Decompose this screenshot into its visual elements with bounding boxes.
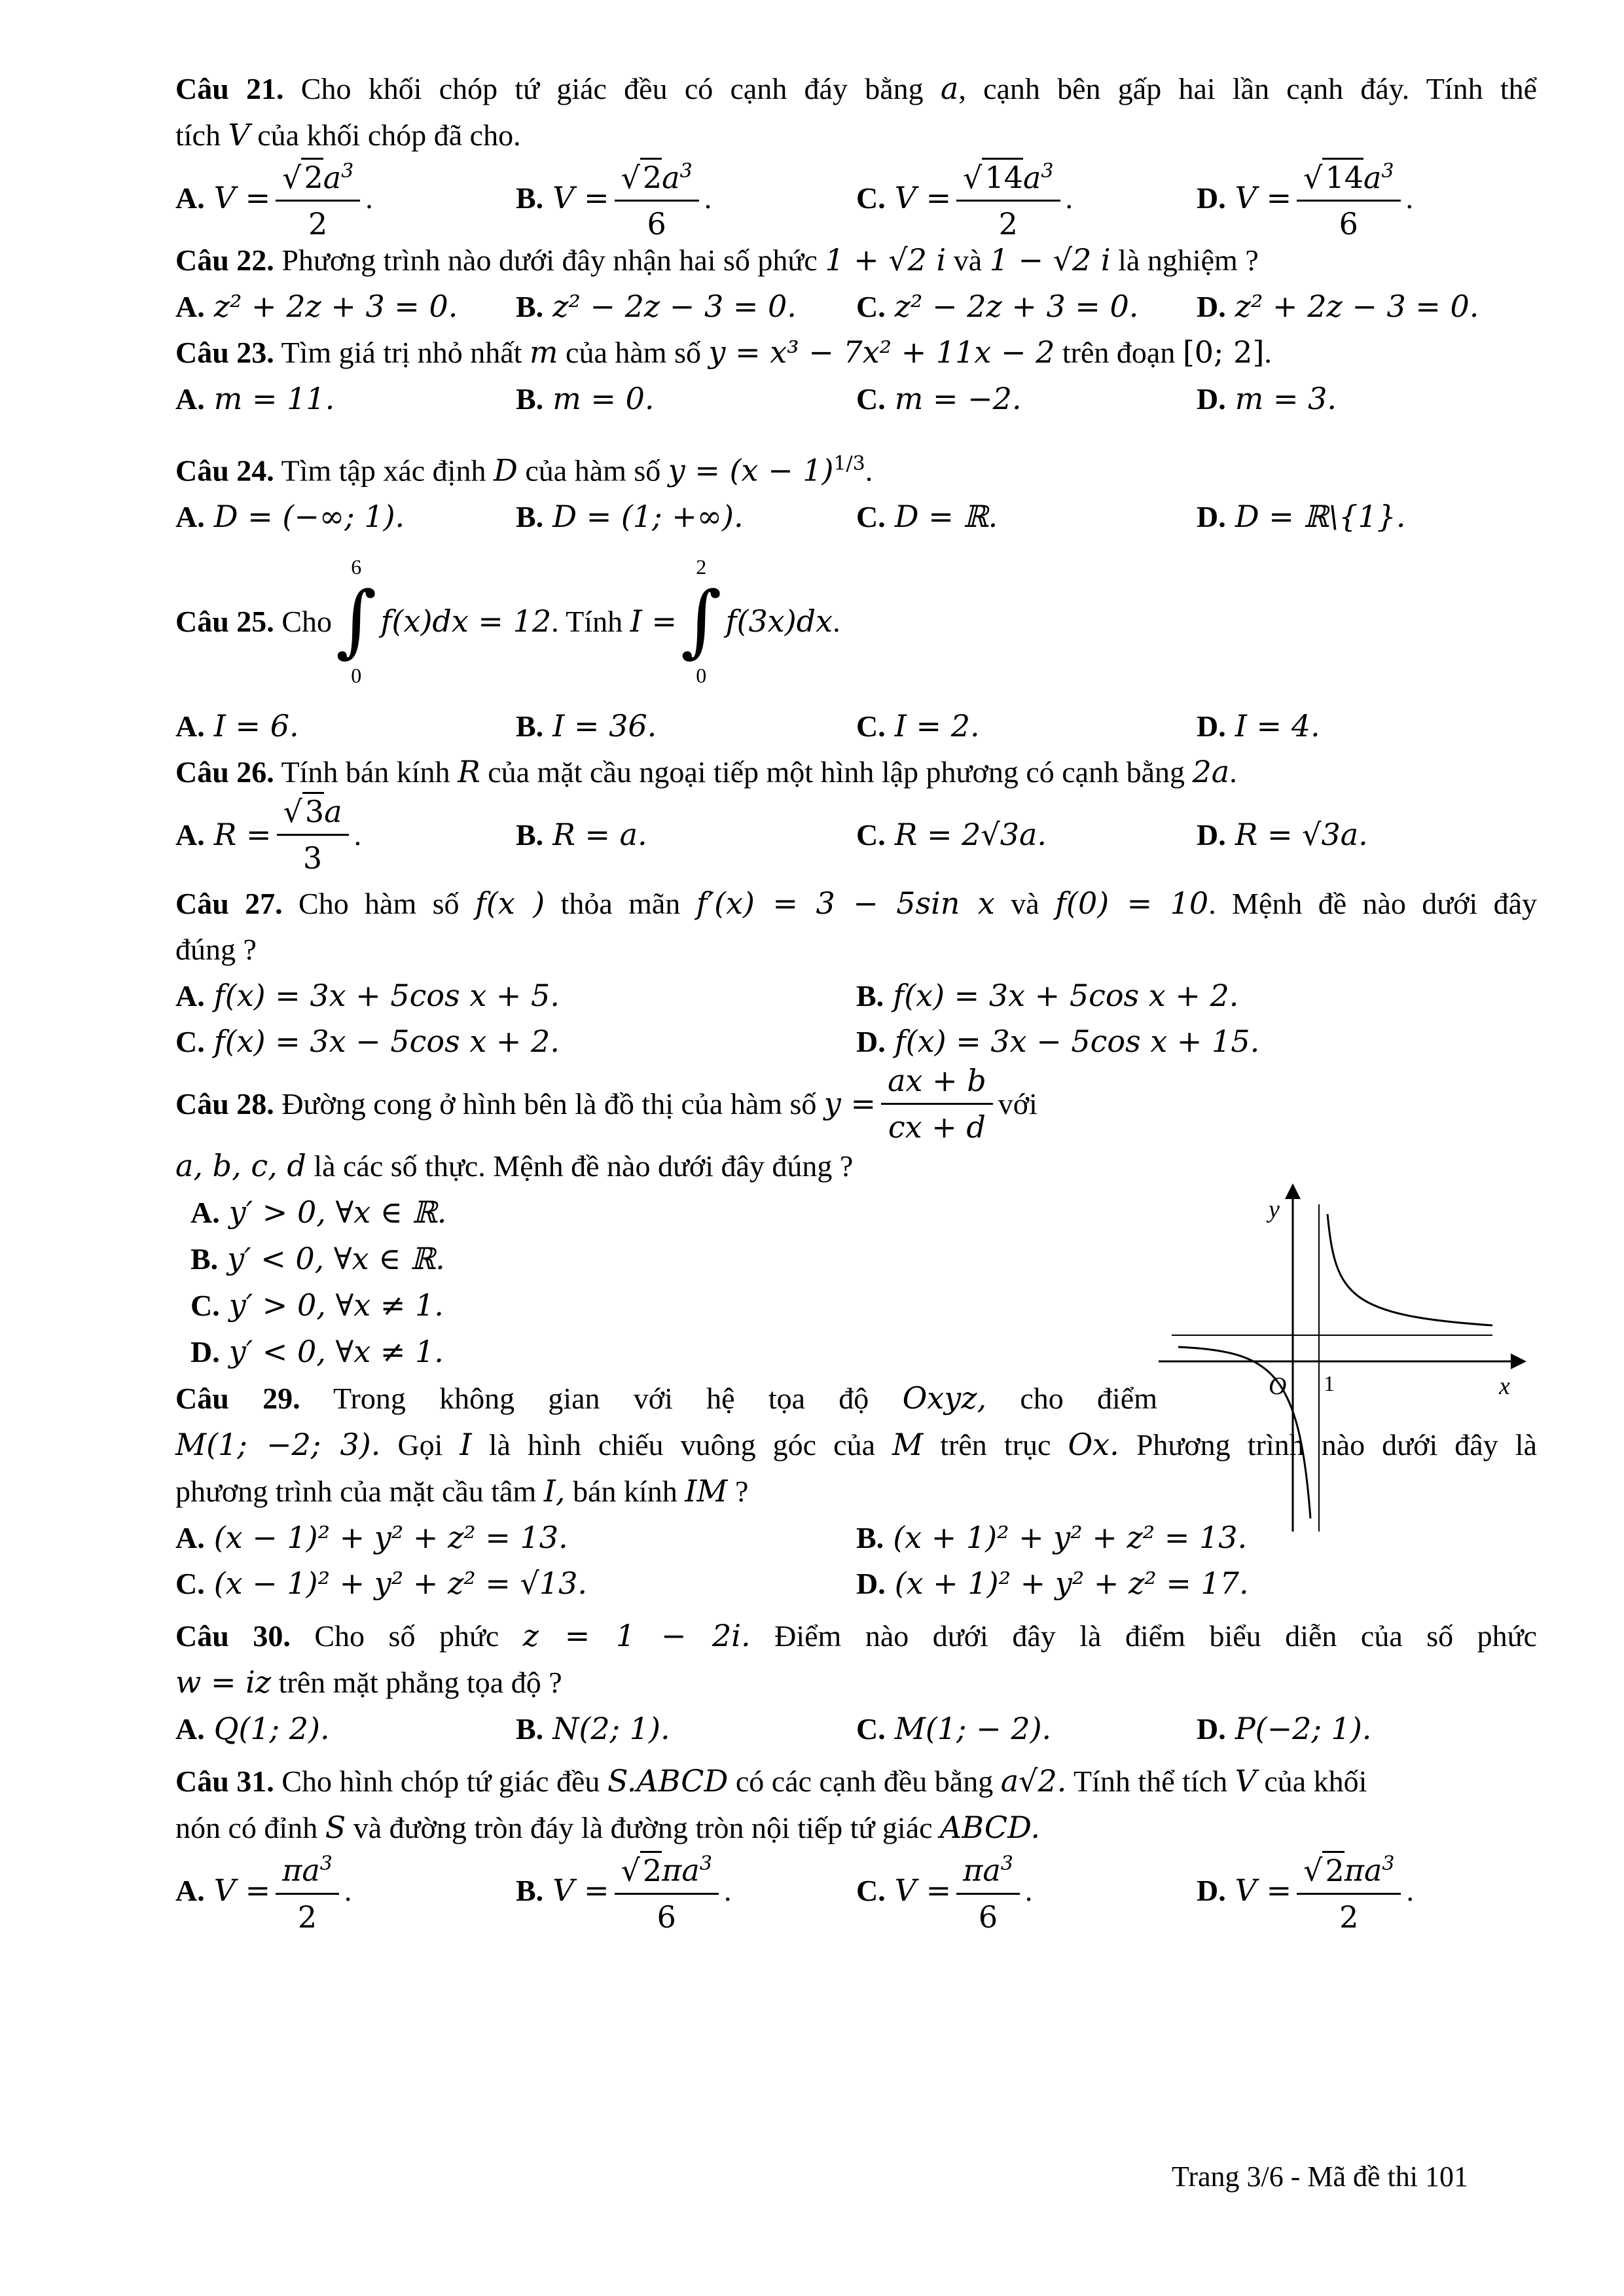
- question-label: Câu 30.: [175, 1619, 291, 1653]
- option-expr: y′ < 0, ∀x ∈ ℝ.: [227, 1241, 445, 1277]
- option-d[interactable]: [856, 1566, 1537, 1601]
- option-c[interactable]: [856, 499, 1197, 534]
- numerator: a: [662, 160, 680, 196]
- integral-lower: 0: [696, 664, 707, 688]
- fraction: $\frac{√14a^3}{6}$: [1297, 152, 1400, 243]
- option-a[interactable]: [175, 1711, 516, 1746]
- fraction: $\frac{√2\pi a^3}{2}$: [1297, 1844, 1401, 1936]
- option-label: B.: [856, 1520, 884, 1554]
- question-22-options: [175, 283, 1537, 329]
- denominator: cx + d: [888, 1109, 986, 1145]
- option-c[interactable]: [175, 1566, 856, 1601]
- radicand: 2: [640, 1851, 662, 1888]
- option-c[interactable]: [856, 1711, 1197, 1746]
- option-b[interactable]: [516, 499, 856, 534]
- question-text: và: [953, 243, 983, 277]
- option-expr: y′ < 0, ∀x ≠ 1.: [228, 1334, 444, 1370]
- question-label: Câu 22.: [175, 243, 274, 277]
- math-expr: y = (x − 1): [668, 452, 834, 488]
- option-expr: D = ℝ.: [894, 499, 998, 535]
- option-label: D.: [1197, 499, 1226, 533]
- option-d[interactable]: [1197, 817, 1537, 852]
- option-label: D.: [856, 1566, 886, 1600]
- option-expr: (x + 1)² + y² + z² = 13.: [893, 1520, 1248, 1556]
- math-expr: f(0) = 10: [1055, 886, 1209, 922]
- radicand: 2: [640, 158, 662, 195]
- exponent: 1/3: [833, 452, 865, 475]
- option-expr: Q(1; 2).: [213, 1711, 330, 1747]
- math-var: m: [529, 334, 558, 370]
- option-label: A.: [175, 181, 205, 215]
- question-text: Trong không gian với hệ tọa độ: [333, 1382, 869, 1416]
- option-expr: D = (1; +∞).: [552, 499, 744, 535]
- question-text: là hình chiếu vuông góc của: [488, 1428, 875, 1462]
- option-expr: V =: [1235, 180, 1292, 215]
- math-expr: w = iz: [175, 1664, 272, 1700]
- integral-lower: 0: [351, 664, 362, 688]
- question-text: Cho: [281, 604, 332, 638]
- option-expr: z² − 2z + 3 = 0.: [894, 289, 1139, 324]
- option-c[interactable]: C. V = $\frac{√14a^3}{2}$ .: [856, 152, 1197, 243]
- question-text: trên mặt phẳng tọa độ ?: [278, 1666, 562, 1700]
- option-c[interactable]: [175, 1024, 856, 1059]
- question-label: Câu 21.: [175, 72, 284, 105]
- option-label: B.: [516, 181, 544, 215]
- math-expr: a√2.: [1000, 1763, 1067, 1799]
- option-d[interactable]: [1197, 708, 1537, 744]
- fraction: $\frac{√3a}{3}$: [277, 792, 349, 878]
- math-var: R: [458, 754, 480, 790]
- question-26-options: [175, 795, 1537, 874]
- question-text: . Tính: [551, 604, 623, 638]
- option-expr: I = 36.: [552, 708, 657, 744]
- option-b[interactable]: [516, 817, 856, 852]
- math-expr: f(x)dx = 12: [380, 603, 552, 639]
- page-footer: Trang 3/6 - Mã đề thi 101: [1172, 2161, 1469, 2193]
- exam-page: [175, 65, 1538, 1935]
- math-var: D: [493, 452, 518, 488]
- denominator: 2: [297, 1899, 317, 1935]
- radicand: 14: [982, 158, 1023, 195]
- option-d[interactable]: [1197, 289, 1537, 324]
- numerator: a: [323, 160, 342, 196]
- numerator: a: [324, 793, 342, 829]
- question-25-options: [175, 703, 1537, 749]
- question-text: bán kính: [573, 1475, 677, 1509]
- option-a[interactable]: [175, 381, 516, 416]
- question-text: và: [1011, 887, 1039, 921]
- question-text: của khối chóp đã cho.: [257, 118, 521, 152]
- question-30-text-line2: [175, 1659, 1537, 1706]
- option-label: C.: [856, 817, 886, 852]
- option-c[interactable]: [856, 289, 1197, 324]
- option-expr: V =: [894, 180, 952, 215]
- question-text: là nghiệm ?: [1118, 243, 1259, 277]
- denominator: 6: [647, 206, 666, 242]
- math-expr: z = 1 − 2i.: [522, 1618, 751, 1654]
- question-label: Câu 29.: [175, 1382, 300, 1416]
- option-label: C.: [856, 1712, 886, 1746]
- question-label: Câu 23.: [175, 336, 274, 369]
- fraction: $\frac{√14a^3}{2}$: [956, 152, 1060, 243]
- question-text: ?: [735, 1475, 749, 1509]
- integral-sign: 2 ∫ 0: [681, 555, 722, 688]
- question-text: phương trình của mặt cầu tâm: [175, 1475, 537, 1509]
- option-expr: V =: [213, 1873, 271, 1909]
- option-label: C.: [856, 1873, 886, 1907]
- question-label: Câu 28.: [175, 1086, 274, 1121]
- math-var: I: [460, 1427, 472, 1463]
- question-text: Đường cong ở hình bên là đồ thị của hàm số: [281, 1086, 817, 1121]
- math-expr: f(x ): [475, 886, 545, 922]
- y-axis-label: y: [1269, 1196, 1280, 1223]
- option-expr: f(x) = 3x − 5cos x + 2.: [213, 1024, 560, 1060]
- option-expr: m = 0.: [552, 381, 655, 416]
- question-25-text: Câu 25. Cho 6 ∫ 0 f(x)dx = 12 . Tính I = 2 ∫ 0 f(3x)dx .: [175, 555, 840, 688]
- question-27-text-line2: [175, 927, 1537, 973]
- option-label: B.: [516, 499, 544, 533]
- numerator: πa: [963, 1852, 1001, 1888]
- option-d[interactable]: D. V = $\frac{√2\pi a^3}{2}$ .: [1197, 1844, 1537, 1936]
- fraction: [881, 1061, 993, 1147]
- option-a[interactable]: A. V = $\frac{√2a^3}{2}$ .: [175, 152, 516, 243]
- math-expr: f(3x)dx: [725, 603, 833, 639]
- denominator: 6: [978, 1899, 998, 1935]
- question-21-text: [175, 65, 1537, 112]
- denominator: 2: [308, 206, 328, 242]
- option-label: A.: [175, 289, 205, 323]
- option-label: A.: [175, 709, 205, 743]
- math-expr: M(1; −2; 3).: [175, 1427, 381, 1463]
- radicand: 2: [301, 158, 323, 195]
- question-text: trên đoạn: [1062, 336, 1176, 369]
- option-expr: D = ℝ\{1}.: [1235, 499, 1406, 535]
- question-31-options: [175, 1851, 1537, 1935]
- question-29-options-row2: [175, 1560, 1537, 1606]
- question-text: Phương trình nào dưới đây nhận hai số phức: [281, 243, 818, 277]
- question-23-text: Câu 23. Tìm giá trị nhỏ nhất m của hàm số y = x³ − 7x² + 11x − 2 trên đoạn [0; 2].: [175, 334, 1272, 370]
- option-expr: V =: [552, 1873, 609, 1909]
- option-expr: y′ > 0, ∀x ≠ 1.: [228, 1287, 444, 1323]
- option-expr: (x − 1)² + y² + z² = √13.: [213, 1566, 587, 1602]
- fraction: $\frac{√2\pi a^3}{6}$: [615, 1844, 719, 1936]
- math-expr: Ox.: [1068, 1427, 1119, 1463]
- option-label: B.: [516, 382, 544, 416]
- option-c[interactable]: [856, 708, 1197, 744]
- math-var: V: [228, 117, 250, 152]
- question-text: nón có đỉnh: [175, 1811, 318, 1845]
- option-a[interactable]: A. V = $\frac{\pi a^3}{2}$ .: [175, 1844, 516, 1936]
- option-label: A.: [175, 499, 205, 533]
- question-27-options-row2: [175, 1018, 1537, 1064]
- question-text: của mặt cầu ngoại tiếp một hình lập phương có cạnh bằng: [488, 755, 1185, 789]
- option-label: A.: [175, 817, 205, 852]
- option-b[interactable]: [516, 708, 856, 744]
- option-b[interactable]: [856, 978, 1537, 1013]
- numerator: πa: [662, 1852, 700, 1888]
- question-text: của hàm số: [566, 336, 701, 369]
- option-label: D.: [1197, 1873, 1226, 1907]
- option-label: A.: [190, 1196, 220, 1230]
- option-expr: I = 6.: [213, 708, 299, 744]
- option-expr: f(x) = 3x + 5cos x + 2.: [893, 978, 1239, 1014]
- option-expr: M(1; − 2).: [894, 1711, 1052, 1747]
- question-30-text: [175, 1613, 1537, 1659]
- question-text: của hàm số: [525, 454, 661, 488]
- math-expr: f′(x) = 3 − 5sin x: [696, 886, 995, 922]
- option-expr: (x − 1)² + y² + z² = 13.: [213, 1520, 568, 1556]
- fraction: $\frac{√2a^3}{6}$: [615, 152, 699, 243]
- option-expr: y′ > 0, ∀x ∈ ℝ.: [228, 1194, 447, 1230]
- option-expr: m = 11.: [213, 381, 335, 416]
- question-label: Câu 24.: [175, 454, 274, 488]
- option-b[interactable]: [516, 1711, 856, 1746]
- option-a[interactable]: [175, 289, 516, 324]
- question-text: có các cạnh đều bằng: [735, 1765, 994, 1799]
- integral-upper: 2: [696, 555, 707, 579]
- question-text: của khối: [1264, 1765, 1367, 1799]
- question-21-options: [175, 158, 1537, 242]
- option-expr: V =: [213, 180, 271, 215]
- math-expr: y = x³ − 7x² + 11x − 2: [708, 334, 1055, 370]
- option-d[interactable]: D. V = $\frac{√14a^3}{6}$ .: [1197, 152, 1537, 243]
- question-text: tích: [175, 118, 221, 152]
- option-label: B.: [516, 1873, 544, 1907]
- option-expr: P(−2; 1).: [1235, 1711, 1372, 1747]
- curve-right-branch: [1327, 1214, 1492, 1325]
- math-expr: ABCD.: [940, 1810, 1040, 1846]
- denominator: 6: [1339, 206, 1358, 242]
- option-label: D.: [1197, 289, 1226, 323]
- option-label: A.: [175, 1520, 205, 1554]
- option-b[interactable]: B. V = $\frac{√2a^3}{6}$ .: [516, 152, 856, 243]
- question-text: . Mệnh đề nào dưới đây: [1208, 887, 1538, 921]
- denominator: 3: [302, 840, 323, 876]
- option-label: C.: [175, 1566, 205, 1600]
- question-label: Câu 26.: [175, 755, 274, 789]
- fraction: $\frac{\pi a^3}{2}$: [276, 1844, 339, 1936]
- option-expr: m = 3.: [1235, 381, 1337, 416]
- option-label: D.: [856, 1024, 886, 1058]
- question-text: Tìm giá trị nhỏ nhất: [281, 336, 522, 369]
- denominator: 6: [657, 1899, 676, 1935]
- radicand: 2: [1322, 1851, 1344, 1888]
- radicand: 3: [302, 792, 324, 829]
- option-label: D.: [190, 1335, 220, 1369]
- question-text: trên trục: [940, 1428, 1051, 1462]
- question-text: với: [998, 1086, 1038, 1121]
- option-expr: V =: [894, 1873, 952, 1909]
- option-label: D.: [1197, 709, 1226, 743]
- option-label: C.: [856, 382, 886, 416]
- origin-label: O: [1269, 1372, 1287, 1400]
- math-expr: 1 − √2 i: [989, 242, 1111, 278]
- x-axis-label: x: [1499, 1372, 1510, 1400]
- option-label: D.: [1197, 817, 1226, 852]
- question-31-text: [175, 1758, 1537, 1804]
- numerator: a: [1022, 160, 1041, 196]
- integral-upper: 6: [351, 555, 362, 579]
- option-label: D.: [1197, 1712, 1226, 1746]
- option-expr: f(x) = 3x − 5cos x + 15.: [894, 1024, 1260, 1060]
- option-d[interactable]: [1197, 499, 1537, 534]
- option-expr: I = 2.: [894, 708, 980, 744]
- option-expr: z² + 2z + 3 = 0.: [213, 289, 458, 324]
- math-expr: [0; 2]: [1182, 334, 1265, 370]
- fraction: $\frac{√2a^3}{2}$: [276, 152, 360, 243]
- option-label: C.: [856, 289, 886, 323]
- math-var: V: [1235, 1763, 1257, 1799]
- math-expr: S.ABCD: [607, 1763, 729, 1799]
- option-d[interactable]: [856, 1024, 1537, 1059]
- question-text: , cạnh bên gấp hai lần cạnh đáy. Tính thể: [958, 72, 1538, 105]
- option-label: A.: [175, 1873, 205, 1907]
- math-expr: y =: [823, 1086, 876, 1122]
- question-text: Tính bán kính: [281, 755, 450, 789]
- math-var: S: [325, 1810, 346, 1846]
- question-text: cho điểm: [1020, 1382, 1158, 1416]
- question-text: Gọi: [397, 1428, 443, 1462]
- fraction: $\frac{\pi a^3}{6}$: [956, 1844, 1020, 1936]
- option-expr: z² − 2z − 3 = 0.: [552, 289, 797, 324]
- question-23-options: [175, 376, 1537, 422]
- option-expr: V =: [1235, 1873, 1292, 1909]
- option-expr: N(2; 1).: [552, 1711, 670, 1747]
- option-expr: R = a.: [552, 817, 647, 853]
- option-a[interactable]: [175, 708, 516, 744]
- math-expr: 2a: [1192, 754, 1230, 790]
- option-label: B.: [516, 289, 544, 323]
- math-expr: I =: [630, 603, 677, 639]
- option-expr: V =: [552, 180, 609, 215]
- question-label: Câu 25.: [175, 604, 274, 638]
- question-24-text: Câu 24. Tìm tập xác định D của hàm số $y = (x - 1)^{1/3}$.: [175, 452, 873, 488]
- radicand: 14: [1322, 158, 1363, 195]
- option-label: B.: [856, 978, 884, 1013]
- numerator: ax + b: [881, 1061, 993, 1105]
- question-text: đúng ?: [175, 933, 257, 967]
- option-expr: R =: [213, 817, 272, 853]
- option-expr: m = −2.: [894, 381, 1022, 416]
- option-c[interactable]: C. V = $\frac{\pi a^3}{6}$ .: [856, 1844, 1197, 1936]
- option-a[interactable]: [175, 1520, 856, 1555]
- option-expr: z² + 2z − 3 = 0.: [1235, 289, 1479, 324]
- question-30-options: [175, 1706, 1537, 1751]
- option-expr: R = 2√3a.: [894, 817, 1047, 853]
- option-c[interactable]: [856, 817, 1197, 852]
- question-text: Tìm tập xác định: [281, 454, 486, 488]
- option-label: C.: [856, 709, 886, 743]
- option-label: A.: [175, 382, 205, 416]
- option-label: B.: [516, 1712, 544, 1746]
- question-text: và đường tròn đáy là đường tròn nội tiếp tứ giác: [353, 1811, 933, 1845]
- question-26-text: Câu 26. Tính bán kính R của mặt cầu ngoại tiếp một hình lập phương có cạnh bằng 2a.: [175, 754, 1237, 790]
- option-label: B.: [516, 817, 544, 852]
- math-expr: a, b, c, d: [175, 1148, 306, 1184]
- question-28-text: [175, 1064, 1157, 1143]
- option-label: C.: [856, 181, 886, 215]
- option-label: B.: [190, 1242, 219, 1276]
- question-22-text: [175, 237, 1537, 283]
- option-a[interactable]: [175, 978, 856, 1013]
- question-text: Cho số phức: [314, 1619, 499, 1653]
- math-var: IM: [685, 1473, 728, 1509]
- curve-left-branch: [1178, 1347, 1310, 1518]
- option-d[interactable]: [1197, 381, 1537, 416]
- math-expr: Oxyz,: [902, 1380, 987, 1416]
- numerator: πa: [1344, 1852, 1382, 1888]
- option-label: A.: [175, 978, 205, 1013]
- numerator: πa: [282, 1852, 320, 1888]
- question-text: thỏa mãn: [560, 887, 681, 921]
- question-text: là các số thực. Mệnh đề nào dưới đây đúng ?: [314, 1149, 854, 1183]
- question-text: Phương trình nào dưới đây là: [1136, 1428, 1537, 1462]
- option-b[interactable]: [516, 289, 856, 324]
- option-expr: I = 4.: [1235, 708, 1320, 744]
- math-var: M: [892, 1427, 924, 1463]
- numerator: a: [1363, 160, 1382, 196]
- math-expr: 1 + √2 i: [825, 242, 947, 278]
- option-label: D.: [1197, 181, 1226, 215]
- question-text: Cho khối chóp tứ giác đều có cạnh đáy bằng: [300, 72, 924, 105]
- question-29-text: [175, 1375, 1157, 1422]
- option-label: C.: [175, 1024, 205, 1058]
- tick-label-1: 1: [1324, 1372, 1335, 1396]
- option-a[interactable]: [175, 499, 516, 534]
- denominator: 2: [1339, 1899, 1359, 1935]
- option-d[interactable]: [1197, 1711, 1537, 1746]
- option-label: C.: [190, 1289, 220, 1323]
- question-24-options: [175, 493, 1537, 539]
- question-text: Điểm nào dưới đây là điểm biểu diễn của số phức: [774, 1619, 1538, 1653]
- option-a[interactable]: A. R = $\frac{√3a}{3}$ .: [175, 792, 516, 878]
- question-label: Câu 27.: [175, 887, 283, 921]
- question-27-options-row1: [175, 973, 1537, 1018]
- denominator: 2: [998, 206, 1018, 242]
- option-expr: f(x) = 3x + 5cos x + 5.: [213, 978, 560, 1014]
- hyperbola-graph: [1152, 1178, 1532, 1545]
- option-label: B.: [516, 709, 544, 743]
- option-expr: R = √3a.: [1235, 817, 1368, 853]
- option-c[interactable]: [856, 381, 1197, 416]
- question-text: Tính thể tích: [1074, 1765, 1228, 1799]
- question-text: Cho hàm số: [298, 887, 460, 921]
- option-b[interactable]: B. V = $\frac{√2\pi a^3}{6}$ .: [516, 1844, 856, 1936]
- question-label: Câu 31.: [175, 1765, 274, 1799]
- option-expr: (x + 1)² + y² + z² = 17.: [894, 1566, 1249, 1602]
- option-label: D.: [1197, 382, 1226, 416]
- option-label: A.: [175, 1712, 205, 1746]
- question-text: Cho hình chóp tứ giác đều: [281, 1765, 600, 1799]
- option-expr: D = (−∞; 1).: [213, 499, 405, 535]
- math-var: a: [940, 71, 959, 106]
- option-label: C.: [856, 499, 886, 533]
- question-27-text: [175, 880, 1537, 927]
- math-var: I,: [543, 1473, 566, 1509]
- option-b[interactable]: [516, 381, 856, 416]
- integral-sign: 6 ∫ 0: [336, 555, 377, 688]
